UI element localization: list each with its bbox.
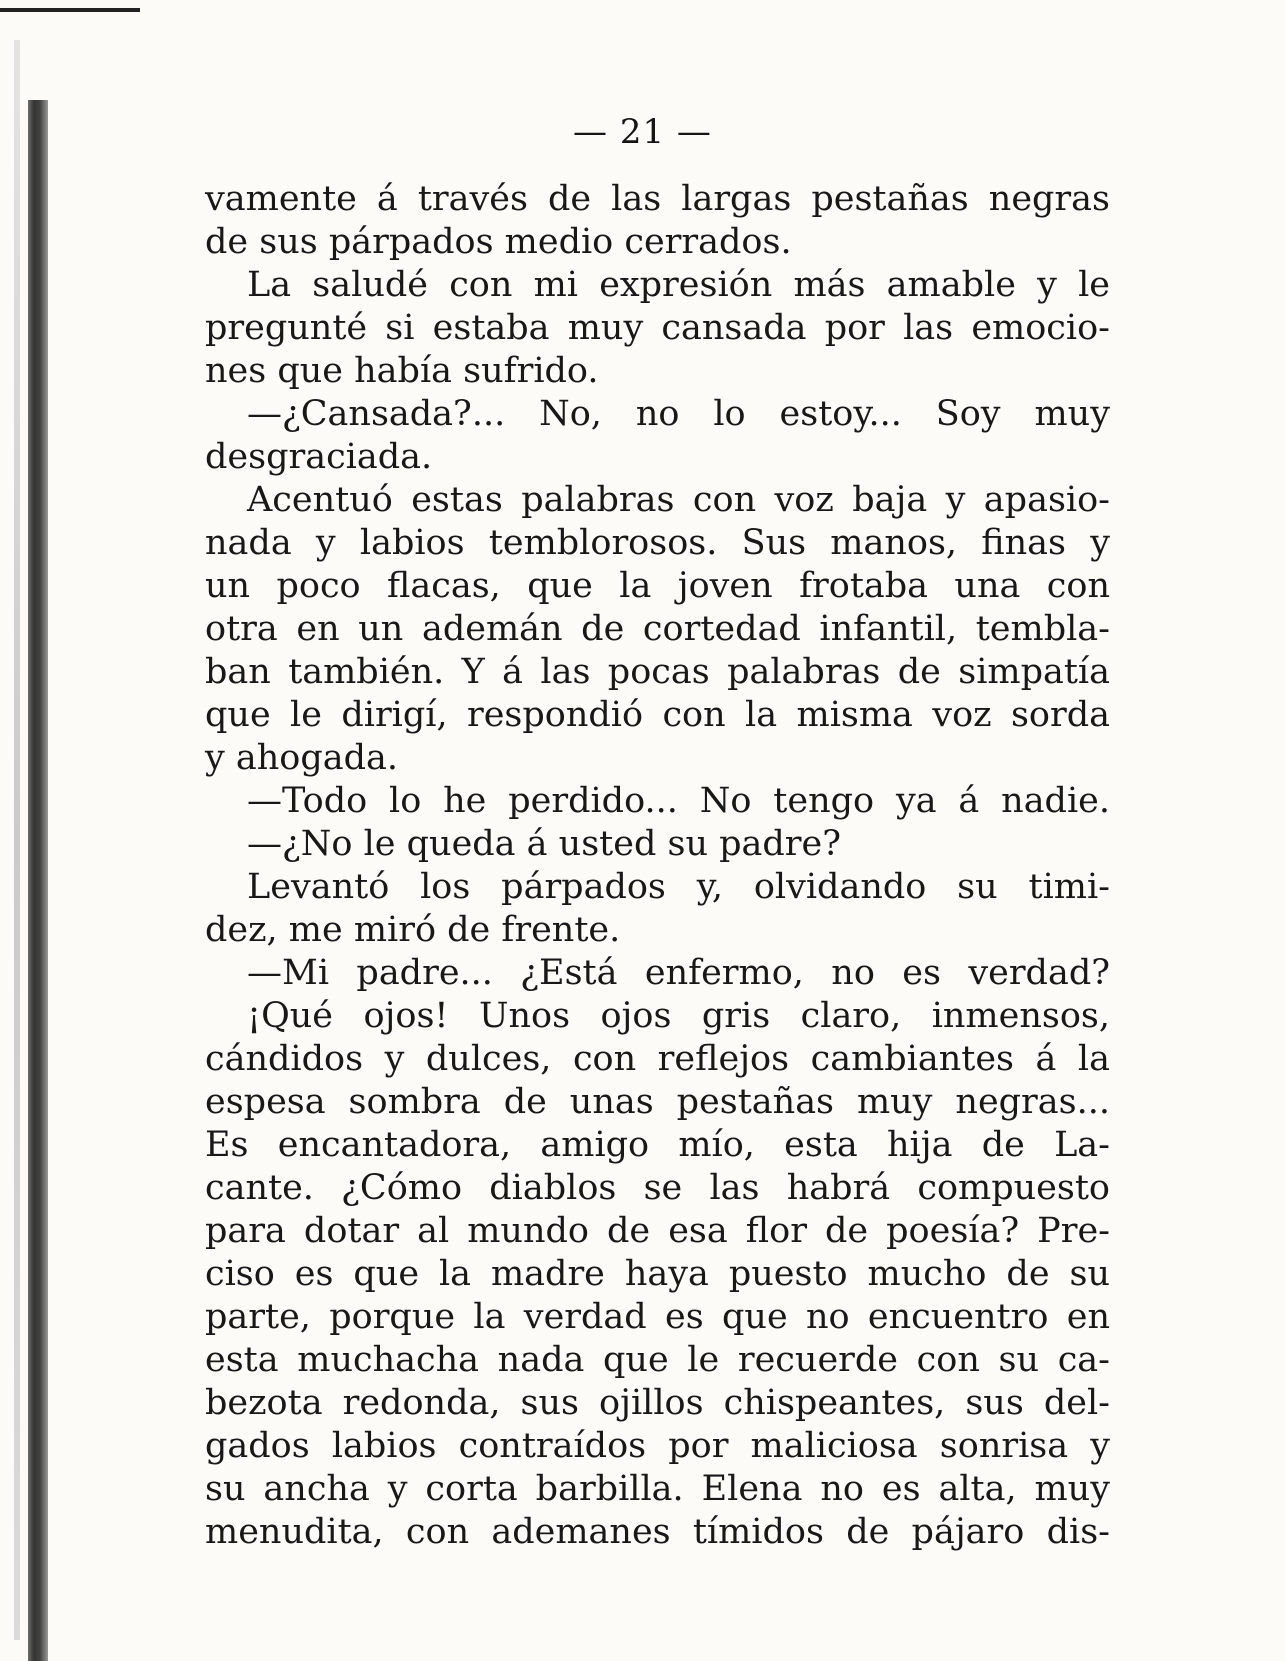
body-text (205, 178, 1110, 1554)
text-line: —¿No le queda á usted su padre? (247, 824, 841, 864)
page-number: — 21 — (573, 112, 712, 152)
text-line: cándidos y dulces, con reflejos cambiantes á la (205, 1039, 1110, 1079)
text-line: bezota redonda, sus ojillos chispeantes, sus del- (205, 1383, 1110, 1423)
text-line: ciso es que la madre haya puesto mucho de su (205, 1254, 1110, 1294)
text-line: pregunté si estaba muy cansada por las emocio- (205, 308, 1110, 348)
text-line: su ancha y corta barbilla. Elena no es alta, muy (205, 1469, 1110, 1509)
text-line: —Todo lo he perdido... No tengo ya á nadie. (247, 781, 1110, 821)
text-line: gados labios contraídos por maliciosa sonrisa y (205, 1426, 1110, 1466)
text-line: menudita, con ademanes tímidos de pájaro dis- (205, 1512, 1110, 1552)
text-line: La saludé con mi expresión más amable y le (247, 265, 1110, 305)
text-line: ¡Qué ojos! Unos ojos gris claro, inmensos, (247, 996, 1110, 1036)
text-line: para dotar al mundo de esa flor de poesía? Pre- (205, 1211, 1110, 1251)
text-line: Acentuó estas palabras con voz baja y apasio- (247, 480, 1110, 520)
text-line: —Mi padre... ¿Está enfermo, no es verdad? (247, 953, 1110, 993)
text-line: nada y labios temblorosos. Sus manos, finas y (205, 523, 1110, 563)
text-line: ban también. Y á las pocas palabras de simpatía (205, 652, 1110, 692)
text-line: cante. ¿Cómo diablos se las habrá compuesto (205, 1168, 1110, 1208)
text-line: y ahogada. (205, 738, 399, 778)
text-line: otra en un ademán de cortedad infantil, tembla- (205, 609, 1110, 649)
text-line: parte, porque la verdad es que no encuentro en (205, 1297, 1110, 1337)
text-line: —¿Cansada?... No, no lo estoy... Soy muy (247, 394, 1110, 434)
text-line: esta muchacha nada que le recuerde con su ca- (205, 1340, 1110, 1380)
text-line: Es encantadora, amigo mío, esta hija de La- (205, 1125, 1110, 1165)
text-line: vamente á través de las largas pestañas negras (205, 179, 1110, 219)
scan-mark (0, 8, 140, 12)
text-line: espesa sombra de unas pestañas muy negras... (205, 1082, 1110, 1122)
binding-edge (28, 100, 48, 1661)
text-line: Levantó los párpados y, olvidando su timi- (247, 867, 1110, 907)
text-line: desgraciada. (205, 437, 433, 477)
text-line: un poco flacas, que la joven frotaba una con (205, 566, 1110, 606)
text-line: de sus párpados medio cerrados. (205, 222, 792, 262)
text-line: nes que había sufrido. (205, 351, 599, 391)
page-edge-shadow (14, 40, 20, 1640)
text-line: dez, me miró de frente. (205, 910, 621, 950)
text-line: que le dirigí, respondió con la misma voz sorda (205, 695, 1110, 735)
